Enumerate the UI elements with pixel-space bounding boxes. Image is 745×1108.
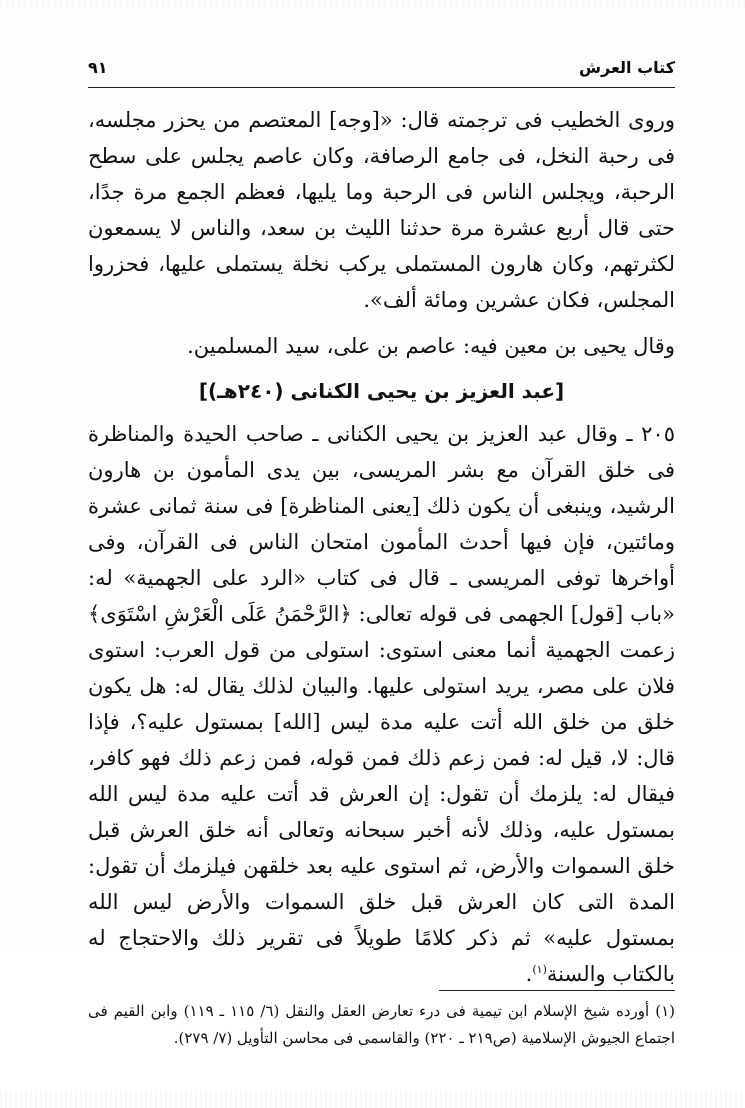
footnote-rule: [439, 990, 675, 991]
paragraph-3-end: .: [525, 962, 533, 986]
paragraph-1: وروى الخطيب فى ترجمته قال: «[وجه] المعتصم من يحزر مجلسه، فى رحبة النخل، فى جامع الرصافة، وكان عاصم يجلس على سطح الرحبة، ويجلس الناس فى الرحبة وما يليها، فعظم الجمع مرة جدًا، حتى قال أربع عشرة مرة حدثنا الليث بن سعد، والناس لا يسمعون لكثرتهم، وكان هارون المستملى يركب نخلة يستملى عليها، فحزروا المجلس، فكان عشرين ومائة ألف».: [88, 108, 675, 312]
page-header: [88, 58, 675, 82]
top-scan-noise: [0, 0, 745, 8]
paragraph-3-text: ٢٠٥ ـ وقال عبد العزيز بن يحيى الكنانى ـ صاحب الحيدة والمناظرة فى خلق القرآن مع بشر المريسى، بين يدى المأمون بن هارون الرشيد، وينبغى أن يكون ذلك [يعنى المناظرة] فى سنة ثمانى عشرة ومائتين، فإن فيها أحدث المأمون امتحان الناس فى القرآن، وفى أواخرها توفى المريسى ـ قال فى كتاب «الرد على الجهمية» له: «باب [قول] الجهمى فى قوله تعالى: ﴿الرَّحْمَنُ عَلَى الْعَرْشِ اسْتَوَى﴾ زعمت الجهمية أنما معنى استوى: استولى من قول العرب: استوى فلان على مصر، يريد استولى عليها. والبيان لذلك يقال له: هل يكون خلق من خلق الله أتت عليه مدة ليس [الله] بمستول عليه؟، فإذا قال: لا، قيل له: فمن زعم ذلك فمن قوله، فمن زعم ذلك فهو كافر، فيقال له: يلزمك أن تقول: إن العرش قد أتت عليه مدة ليس الله بمستول عليه، وذلك لأنه أخبر سبحانه وتعالى أنه خلق العرش قبل خلق السموات والأرض، ثم استوى عليه بعد خلقهن فيلزمك أن تقول: المدة التى كان العرش قبل خلق السموات والأرض ليس الله بمستول عليه» ثم ذكر كلامًا طويلاً فى تقرير ذلك والاحتجاج له بالكتاب والسنة: [88, 422, 675, 986]
header-rule: [88, 87, 675, 88]
page-number: ٩١: [88, 58, 108, 77]
paragraph-3: [88, 416, 675, 992]
footnote: (١) أورده شيخ الإسلام ابن تيمية فى درء تعارض العقل والنقل (٦/ ١١٥ ـ ١١٩) وابن القيم فى اجتماع الجيوش الإسلامية (ص٢١٩ ـ ٢٢٠) والقاسمى فى محاسن التأويل (٧/ ٢٧٩).: [88, 1002, 676, 1047]
footnote-reference: (١): [532, 963, 547, 976]
paragraph-2: وقال يحيى بن معين فيه: عاصم بن على، سيد المسلمين.: [187, 334, 675, 358]
section-heading: [عبد العزيز بن يحيى الكنانى (٢٤٠هـ)]: [198, 379, 565, 403]
main-text: [88, 102, 675, 992]
bottom-scan-noise: [0, 1090, 745, 1108]
book-title: كتاب العرش: [578, 58, 675, 77]
